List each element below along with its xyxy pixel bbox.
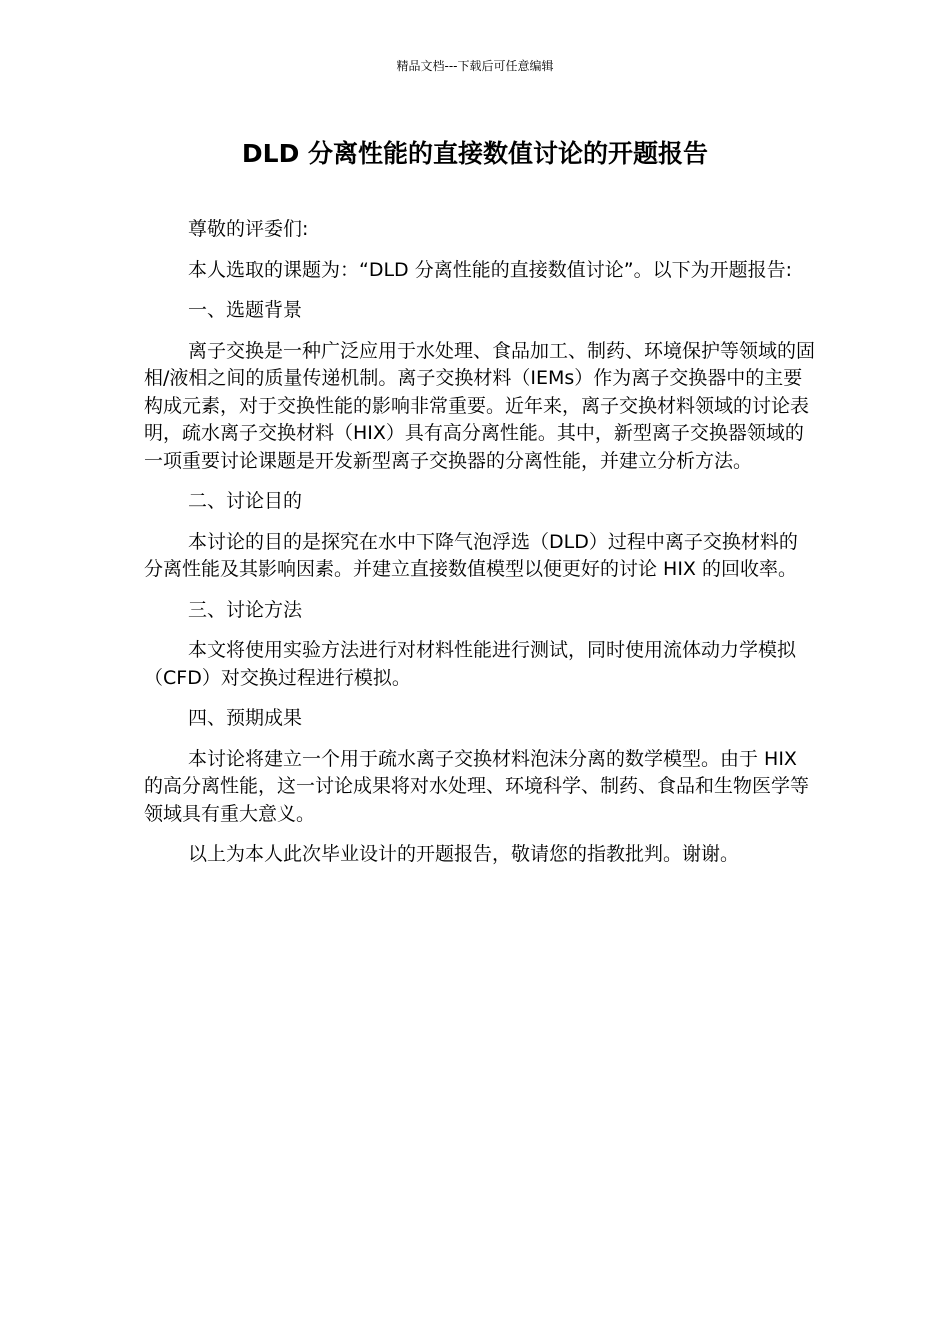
salutation: 尊敬的评委们:	[188, 218, 309, 240]
method-paragraph: 本文将使用实验方法进行对材料性能进行测试，同时使用流体动力学模拟（CFD）对交换过程进行模拟。	[144, 639, 797, 689]
section-heading-results: 四、预期成果	[188, 707, 303, 729]
section-heading-background: 一、选题背景	[188, 299, 303, 321]
document-body	[144, 216, 816, 882]
section-heading-method: 三、讨论方法	[188, 598, 303, 621]
background-paragraph: 离子交换是一种广泛应用于水处理、食品加工、制药、环境保护等领域的固相/液相之间的质量传递机制。离子交换材料（IEMs）作为离子交换器中的主要构成元素，对于交换性能的影响非常重要。近年来，离子交换材料领域的讨论表明，疏水离子交换材料（HIX）具有高分离性能。其中，新型离子交换器领域的一项重要讨论课题是开发新型离子交换器的分离性能，并建立分析方法。	[144, 339, 816, 472]
intro-paragraph: 本人选取的课题为：“DLD 分离性能的直接数值讨论”。以下为开题报告:	[188, 258, 792, 281]
section-heading-purpose: 二、讨论目的	[188, 490, 303, 512]
results-paragraph: 本讨论将建立一个用于疏水离子交换材料泡沫分离的数学模型。由于 HIX 的高分离性能，这一讨论成果将对水处理、环境科学、制药、食品和生物医学等领域具有重大意义。	[144, 747, 810, 825]
document-title: DLD 分离性能的直接数值讨论的开题报告	[241, 139, 709, 168]
closing-paragraph: 以上为本人此次毕业设计的开题报告，敬请您的指教批判。谢谢。	[188, 843, 740, 865]
page-header: 精品文档---下载后可任意编辑	[396, 59, 554, 73]
purpose-paragraph: 本讨论的目的是探究在水中下降气泡浮选（DLD）过程中离子交换材料的分离性能及其影响因素。并建立直接数值模型以便更好的讨论 HIX 的回收率。	[144, 530, 798, 580]
